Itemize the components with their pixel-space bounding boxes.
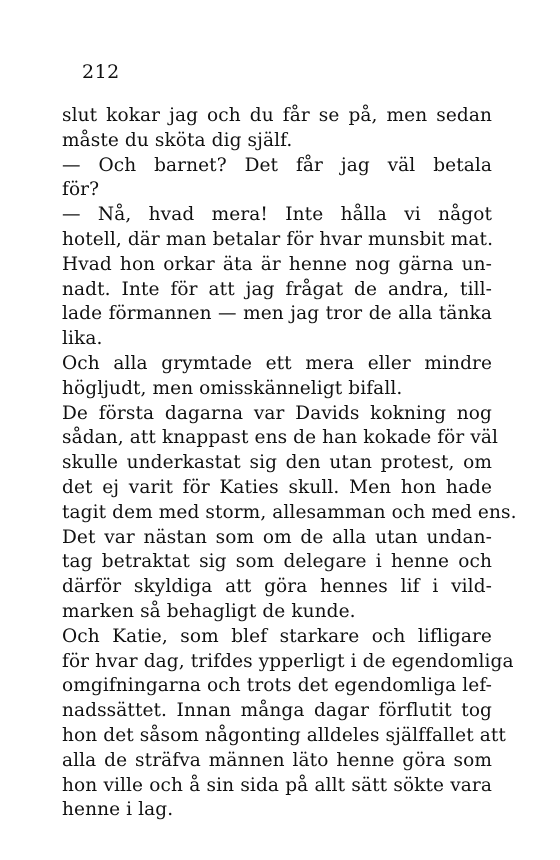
text-line: därför skyldiga att göra hennes lif i vild- bbox=[62, 576, 492, 598]
text-line: hon det såsom någonting alldeles själffallet att bbox=[62, 724, 506, 746]
body-text bbox=[62, 104, 517, 823]
text-line: tagit dem med storm, allesamman och med ens. bbox=[62, 501, 517, 523]
text-line: Och Katie, som blef starkare och lifligare bbox=[62, 625, 492, 647]
text-line: lade förmannen — men jag tror de alla tänka bbox=[62, 303, 492, 325]
text-line: Det var nästan som om de alla utan undan- bbox=[62, 526, 492, 548]
text-line: alla de sträfva männen läto henne göra som bbox=[62, 749, 492, 771]
text-line: — Nå, hvad mera! Inte hålla vi något bbox=[62, 204, 492, 226]
text-line: lika. bbox=[62, 328, 103, 350]
text-line: det ej varit för Katies skull. Men hon hade bbox=[62, 476, 492, 498]
text-line: omgifningarna och trots det egendomliga lef- bbox=[62, 675, 492, 697]
text-line: högljudt, men omisskänneligt bifall. bbox=[62, 377, 403, 399]
text-line: marken så behagligt de kunde. bbox=[62, 600, 356, 622]
text-line: Och alla grymtade ett mera eller mindre bbox=[62, 352, 492, 374]
text-line: tag betraktat sig som delegare i henne och bbox=[62, 551, 492, 573]
text-line: nadssättet. Innan många dagar förflutit tog bbox=[62, 700, 492, 722]
text-line: måste du sköta dig själf. bbox=[62, 129, 293, 151]
page-number: 212 bbox=[82, 61, 120, 83]
text-line: skulle underkastat sig den utan protest, om bbox=[62, 452, 492, 474]
text-line: för hvar dag, trifdes ypperligt i de egendomliga bbox=[62, 650, 514, 672]
text-line: Hvad hon orkar äta är henne nog gärna un- bbox=[62, 253, 492, 275]
text-line: De första dagarna var Davids kokning nog bbox=[62, 402, 492, 424]
text-line: hotell, där man betalar för hvar munsbit mat. bbox=[62, 228, 494, 250]
text-line: nadt. Inte för att jag frågat de andra, till- bbox=[62, 278, 492, 300]
text-line: för? bbox=[62, 179, 100, 201]
text-line: slut kokar jag och du får se på, men sedan bbox=[62, 105, 492, 126]
text-line: sådan, att knappast ens de han kokade för väl bbox=[62, 427, 499, 449]
text-line: hon ville och å sin sida på allt sätt sökte vara bbox=[62, 774, 492, 796]
text-line: henne i lag. bbox=[62, 799, 174, 821]
text-line: — Och barnet? Det får jag väl betala bbox=[62, 154, 492, 176]
